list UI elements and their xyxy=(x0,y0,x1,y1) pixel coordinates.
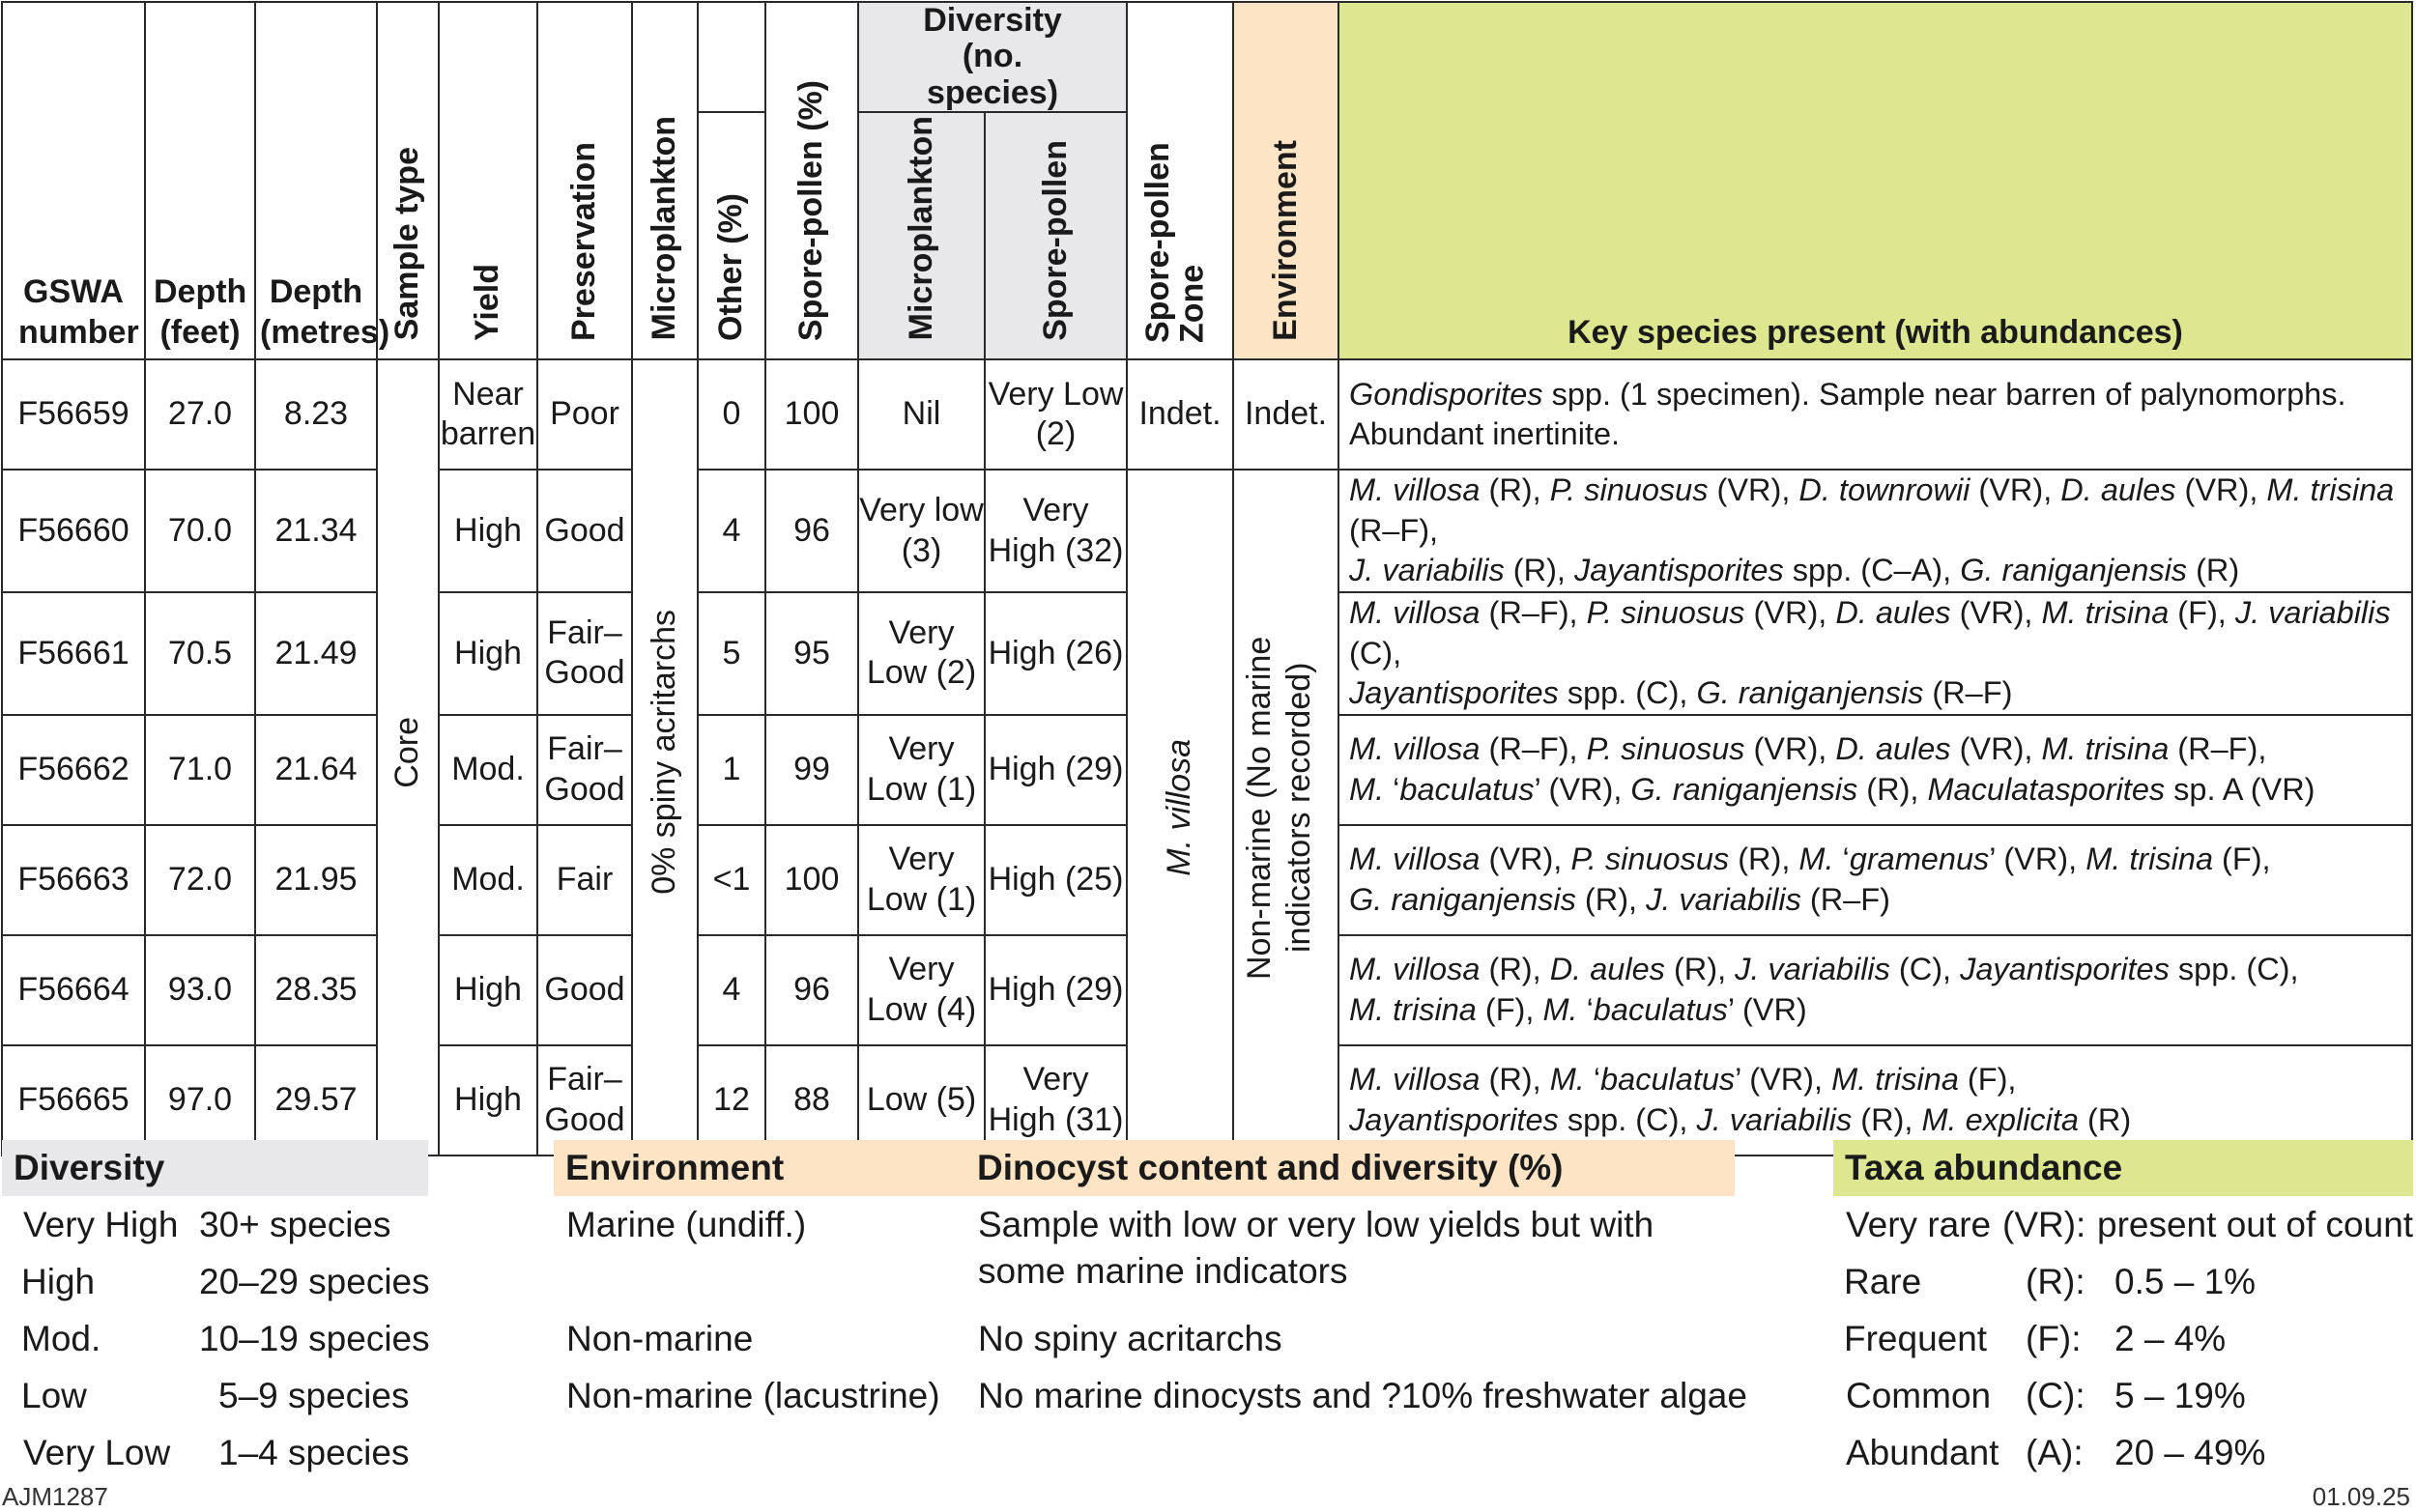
cell-div-microplankton: Very Low (2) xyxy=(858,592,985,715)
cell-yield: High xyxy=(439,1045,537,1155)
cell-gswa: F56663 xyxy=(2,825,145,935)
header-spore-pollen-pct: Spore-pollen (%) xyxy=(765,2,858,359)
cell-div-spore-pollen: High (29) xyxy=(985,715,1127,825)
legend-environment-title-bar xyxy=(554,1140,1735,1196)
cell-gswa: F56664 xyxy=(2,935,145,1045)
legend-abundance-value: 5 – 19% xyxy=(2114,1376,2246,1415)
legend-abundance-label: Common xyxy=(1846,1376,1992,1415)
cell-depth-feet: 70.5 xyxy=(145,592,255,715)
cell-key-species: M. villosa (R), P. sinuosus (VR), D. townrowii (VR), D. aules (VR), M. trisina (R–F), J. variabilis (R), Jayantisporites spp. (C–A), G. raniganjensis (R) xyxy=(1338,470,2412,592)
cell-key-species: M. villosa (R–F), P. sinuosus (VR), D. aules (VR), M. trisina (R–F), M. ‘baculatus’ (VR), G. raniganjensis (R), Maculatasporites sp. A (VR) xyxy=(1338,715,2412,825)
legend-abundance-label: Abundant xyxy=(1846,1433,1999,1472)
cell-spore-pollen: 100 xyxy=(765,825,858,935)
header-div-spore-pollen: Spore-pollen xyxy=(985,112,1127,359)
cell-depth-metres: 21.34 xyxy=(255,470,377,592)
header-gswa: GSWA number xyxy=(2,2,145,359)
cell-spore-pollen: 96 xyxy=(765,935,858,1045)
legend-environment-value: No marine dinocysts and ?10% freshwater algae xyxy=(978,1376,1747,1415)
cell-environment-merged: Non-marine (No marine indicators recorded) xyxy=(1233,470,1338,1155)
legend-environment-label: Non-marine xyxy=(566,1319,754,1358)
header-depth-metres: Depth (metres) xyxy=(255,2,377,359)
cell-spore-pollen: 100 xyxy=(765,359,858,470)
figure-date: 01.09.25 xyxy=(2312,1482,2410,1511)
cell-preservation: Fair–Good xyxy=(537,715,632,825)
cell-spore-pollen: 88 xyxy=(765,1045,858,1155)
cell-yield: High xyxy=(439,592,537,715)
cell-zone-merged: M. villosa xyxy=(1127,470,1233,1155)
cell-other: 4 xyxy=(698,470,765,592)
legend-diversity-value: 30+ species xyxy=(199,1205,391,1244)
legend-environment-title: Environment xyxy=(565,1148,785,1187)
header-microplankton: Microplankton xyxy=(632,2,698,359)
legend-abundance-value: 0.5 – 1% xyxy=(2114,1262,2257,1301)
legend-diversity-value: 1–4 species xyxy=(218,1433,410,1472)
cell-div-spore-pollen: High (26) xyxy=(985,592,1127,715)
cell-depth-feet: 71.0 xyxy=(145,715,255,825)
cell-gswa: F56665 xyxy=(2,1045,145,1155)
table-row xyxy=(2,359,2412,470)
cell-depth-feet: 97.0 xyxy=(145,1045,255,1155)
cell-spore-pollen: 96 xyxy=(765,470,858,592)
legend-environment-value: Sample with low or very low yields but with some marine indicators xyxy=(978,1205,1654,1291)
table-row xyxy=(2,470,2412,592)
legend-abundance-code: (C): xyxy=(2026,1376,2085,1415)
cell-preservation: Fair xyxy=(537,825,632,935)
legend-environment-label: Marine (undiff.) xyxy=(566,1205,807,1244)
cell-yield: Mod. xyxy=(439,825,537,935)
cell-spore-pollen: 99 xyxy=(765,715,858,825)
cell-gswa: F56662 xyxy=(2,715,145,825)
cell-preservation: Good xyxy=(537,935,632,1045)
cell-div-microplankton: Very low (3) xyxy=(858,470,985,592)
cell-key-species: Gondisporites spp. (1 specimen). Sample near barren of palynomorphs. Abundant inertinite. xyxy=(1338,359,2412,470)
cell-other: 12 xyxy=(698,1045,765,1155)
cell-div-microplankton: Low (5) xyxy=(858,1045,985,1155)
header-environment: Environment xyxy=(1233,2,1338,359)
cell-zone: Indet. xyxy=(1127,359,1233,470)
cell-yield: Mod. xyxy=(439,715,537,825)
cell-other: 5 xyxy=(698,592,765,715)
legend-diversity-value: 20–29 species xyxy=(199,1262,430,1301)
cell-div-spore-pollen: High (29) xyxy=(985,935,1127,1045)
cell-div-spore-pollen: Very High (31) xyxy=(985,1045,1127,1155)
legend-diversity-value: 5–9 species xyxy=(218,1376,410,1415)
cell-sample-type: Core xyxy=(377,359,439,1155)
cell-yield: High xyxy=(439,470,537,592)
legend-diversity-label: Low xyxy=(21,1376,87,1415)
legend-abundance-value: 2 – 4% xyxy=(2114,1319,2227,1358)
cell-depth-metres: 21.64 xyxy=(255,715,377,825)
header-yield: Yield xyxy=(439,2,537,359)
legend-diversity-title: Diversity xyxy=(2,1140,428,1196)
cell-depth-feet: 93.0 xyxy=(145,935,255,1045)
legend-diversity-value: 10–19 species xyxy=(199,1319,430,1358)
legend-abundance-label: Very rare xyxy=(1846,1205,1992,1244)
cell-spore-pollen: 95 xyxy=(765,592,858,715)
cell-gswa: F56659 xyxy=(2,359,145,470)
cell-other: 1 xyxy=(698,715,765,825)
header-other-top xyxy=(698,2,765,112)
header-depth-feet: Depth (feet) xyxy=(145,2,255,359)
legend-abundance-value: present out of count xyxy=(2097,1205,2414,1244)
cell-div-spore-pollen: High (25) xyxy=(985,825,1127,935)
cell-key-species: M. villosa (R), D. aules (R), J. variabilis (C), Jayantisporites spp. (C), M. trisina (F), M. ‘baculatus’ (VR) xyxy=(1338,935,2412,1045)
legend-abundance-label: Frequent xyxy=(1844,1319,1988,1358)
header-sample-type: Sample type xyxy=(377,2,439,359)
cell-key-species: M. villosa (R), M. ‘baculatus’ (VR), M. trisina (F), Jayantisporites spp. (C), J. variabilis (R), M. explicita (R) xyxy=(1338,1045,2412,1155)
cell-depth-metres: 8.23 xyxy=(255,359,377,470)
cell-preservation: Good xyxy=(537,470,632,592)
cell-gswa: F56661 xyxy=(2,592,145,715)
figure-code: AJM1287 xyxy=(2,1482,108,1511)
cell-other: <1 xyxy=(698,825,765,935)
cell-div-spore-pollen: Very High (32) xyxy=(985,470,1127,592)
legend-diversity-label: High xyxy=(21,1262,96,1301)
cell-depth-metres: 21.95 xyxy=(255,825,377,935)
cell-preservation: Poor xyxy=(537,359,632,470)
header-div-microplankton: Microplankton xyxy=(858,112,985,359)
cell-gswa: F56660 xyxy=(2,470,145,592)
cell-yield: High xyxy=(439,935,537,1045)
cell-div-microplankton: Very Low (1) xyxy=(858,825,985,935)
legend-abundance-code: (VR): xyxy=(2002,1205,2086,1244)
cell-environment: Indet. xyxy=(1233,359,1338,470)
legend-abundance-code: (F): xyxy=(2026,1319,2082,1358)
header-spore-pollen-zone: Spore-pollen Zone xyxy=(1127,2,1233,359)
cell-div-spore-pollen: Very Low (2) xyxy=(985,359,1127,470)
cell-depth-metres: 21.49 xyxy=(255,592,377,715)
cell-yield: Near barren xyxy=(439,359,537,470)
cell-preservation: Fair–Good xyxy=(537,592,632,715)
legend-abundance-code: (R): xyxy=(2026,1262,2085,1301)
cell-preservation: Fair–Good xyxy=(537,1045,632,1155)
cell-depth-metres: 29.57 xyxy=(255,1045,377,1155)
cell-div-microplankton: Very Low (1) xyxy=(858,715,985,825)
cell-div-microplankton: Very Low (4) xyxy=(858,935,985,1045)
legend-abundance-value: 20 – 49% xyxy=(2114,1433,2266,1472)
legend-abundance-title: Taxa abundance xyxy=(1833,1140,2413,1196)
legend-abundance-code: (A): xyxy=(2026,1433,2084,1472)
legend-diversity-label: Very High xyxy=(23,1205,179,1244)
cell-key-species: M. villosa (R–F), P. sinuosus (VR), D. aules (VR), M. trisina (F), J. variabilis (C), Jayantisporites spp. (C), G. raniganjensis (R–F) xyxy=(1338,592,2412,715)
legend-abundance-label: Rare xyxy=(1844,1262,1922,1301)
legend-dinocyst-title: Dinocyst content and diversity (%) xyxy=(977,1148,1564,1187)
legend-environment-label: Non-marine (lacustrine) xyxy=(566,1376,940,1415)
cell-depth-feet: 72.0 xyxy=(145,825,255,935)
header-key-species: Key species present (with abundances) xyxy=(1338,2,2412,359)
header-preservation: Preservation xyxy=(537,2,632,359)
cell-depth-feet: 70.0 xyxy=(145,470,255,592)
header-other: Other (%) xyxy=(698,112,765,359)
cell-div-microplankton: Nil xyxy=(858,359,985,470)
legend-diversity-label: Mod. xyxy=(21,1319,101,1358)
legend-diversity-label: Very Low xyxy=(23,1433,171,1472)
cell-depth-feet: 27.0 xyxy=(145,359,255,470)
cell-depth-metres: 28.35 xyxy=(255,935,377,1045)
cell-microplankton: 0% spiny acritarchs xyxy=(632,359,698,1155)
legend-environment-value: No spiny acritarchs xyxy=(978,1319,1282,1358)
cell-other: 0 xyxy=(698,359,765,470)
cell-key-species: M. villosa (VR), P. sinuosus (R), M. ‘gramenus’ (VR), M. trisina (F), G. raniganjensis (R), J. variabilis (R–F) xyxy=(1338,825,2412,935)
header-diversity: Diversity (no. species) xyxy=(858,2,1127,112)
palynology-table xyxy=(1,1,2413,1156)
cell-other: 4 xyxy=(698,935,765,1045)
